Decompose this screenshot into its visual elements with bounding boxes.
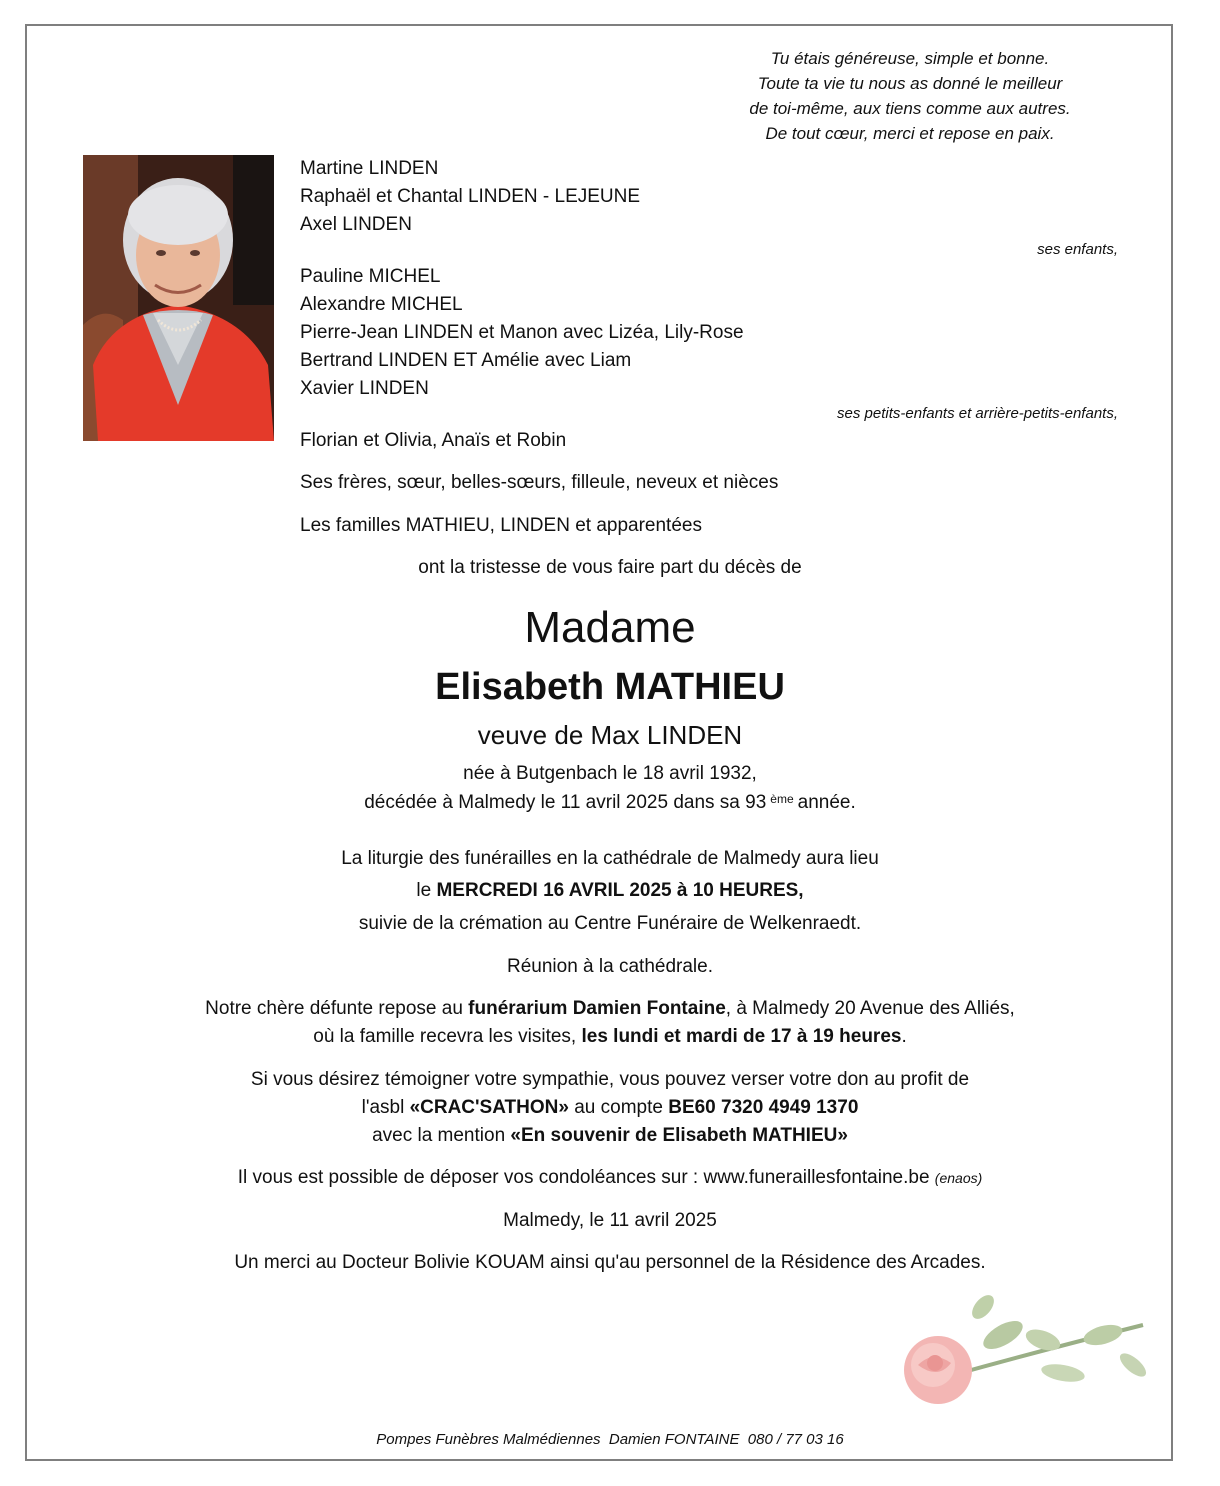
family-member: Pauline MICHEL bbox=[300, 266, 441, 287]
poem-line: de toi-même, aux tiens comme aux autres. bbox=[749, 99, 1071, 118]
other-family: Ses frères, sœur, belles-sœurs, filleule, neveux et nièces bbox=[300, 472, 779, 493]
funeral-line: La liturgie des funérailles en la cathédrale de Malmedy aura lieu bbox=[341, 848, 879, 869]
visit-line: Notre chère défunte repose au funérarium Damien Fontaine, à Malmedy 20 Avenue des Alliés, bbox=[205, 998, 1015, 1019]
funeral-line: suivie de la crémation au Centre Funéraire de Welkenraedt. bbox=[358, 913, 862, 934]
poem bbox=[700, 46, 1120, 146]
family-member: Raphaël et Chantal LINDEN - LEJEUNE bbox=[300, 186, 641, 207]
thanks-line: Un merci au Docteur Bolivie KOUAM ainsi qu'au personnel de la Résidence des Arcades. bbox=[234, 1252, 986, 1273]
poem-line: Tu étais généreuse, simple et bonne. bbox=[770, 49, 1050, 68]
family-member: Bertrand LINDEN ET Amélie avec Liam bbox=[300, 350, 632, 371]
rose-image bbox=[893, 1295, 1151, 1419]
poem-line: Toute ta vie tu nous as donné le meilleur bbox=[757, 74, 1063, 93]
birth-info: née à Butgenbach le 18 avril 1932, bbox=[463, 763, 757, 784]
family-member: Alexandre MICHEL bbox=[300, 294, 463, 315]
meeting-info: Réunion à la cathédrale. bbox=[507, 956, 713, 977]
family-member: Axel LINDEN bbox=[300, 214, 412, 235]
family-member: Pierre-Jean LINDEN et Manon avec Lizéa, Lily-Rose bbox=[300, 322, 744, 343]
place-date: Malmedy, le 11 avril 2025 bbox=[503, 1210, 717, 1231]
other-family: Florian et Olivia, Anaïs et Robin bbox=[300, 430, 567, 451]
funeral-date: le MERCREDI 16 AVRIL 2025 à 10 HEURES, bbox=[416, 880, 804, 901]
family-member: Martine LINDEN bbox=[300, 158, 439, 179]
portrait-photo bbox=[83, 155, 274, 441]
funeral-home-footer: Pompes Funèbres Malmédiennes Damien FONTAINE 080 / 77 03 16 bbox=[376, 1431, 844, 1448]
other-family: Les familles MATHIEU, LINDEN et apparentées bbox=[300, 515, 702, 536]
children-label: ses enfants, bbox=[1037, 241, 1118, 258]
children-list bbox=[300, 155, 640, 239]
announcement: ont la tristesse de vous faire part du décès de bbox=[418, 557, 802, 578]
deceased-title: Madame bbox=[524, 603, 696, 652]
poem-line: De tout cœur, merci et repose en paix. bbox=[765, 124, 1055, 143]
donation-line: l'asbl «CRAC'SATHON» au compte BE60 7320 4949 1370 bbox=[361, 1097, 859, 1118]
visit-line: où la famille recevra les visites, les lundi et mardi de 17 à 19 heures. bbox=[313, 1026, 907, 1047]
death-info: décédée à Malmedy le 11 avril 2025 dans sa 93 $^{ème}$ année. bbox=[364, 792, 856, 813]
family-member: Xavier LINDEN bbox=[300, 378, 429, 399]
widow-of: veuve de Max LINDEN bbox=[477, 720, 743, 750]
condolences-line: Il vous est possible de déposer vos condoléances sur : www.funeraillesfontaine.be (enaos) bbox=[237, 1167, 983, 1188]
grandchildren-list bbox=[300, 263, 744, 403]
donation-line: Si vous désirez témoigner votre sympathie, vous pouvez verser votre don au profit de bbox=[250, 1069, 970, 1090]
grandchildren-label: ses petits-enfants et arrière-petits-enfants, bbox=[837, 405, 1118, 422]
deceased-name: Elisabeth MATHIEU bbox=[435, 666, 785, 708]
donation-line: avec la mention «En souvenir de Elisabeth MATHIEU» bbox=[372, 1125, 848, 1146]
